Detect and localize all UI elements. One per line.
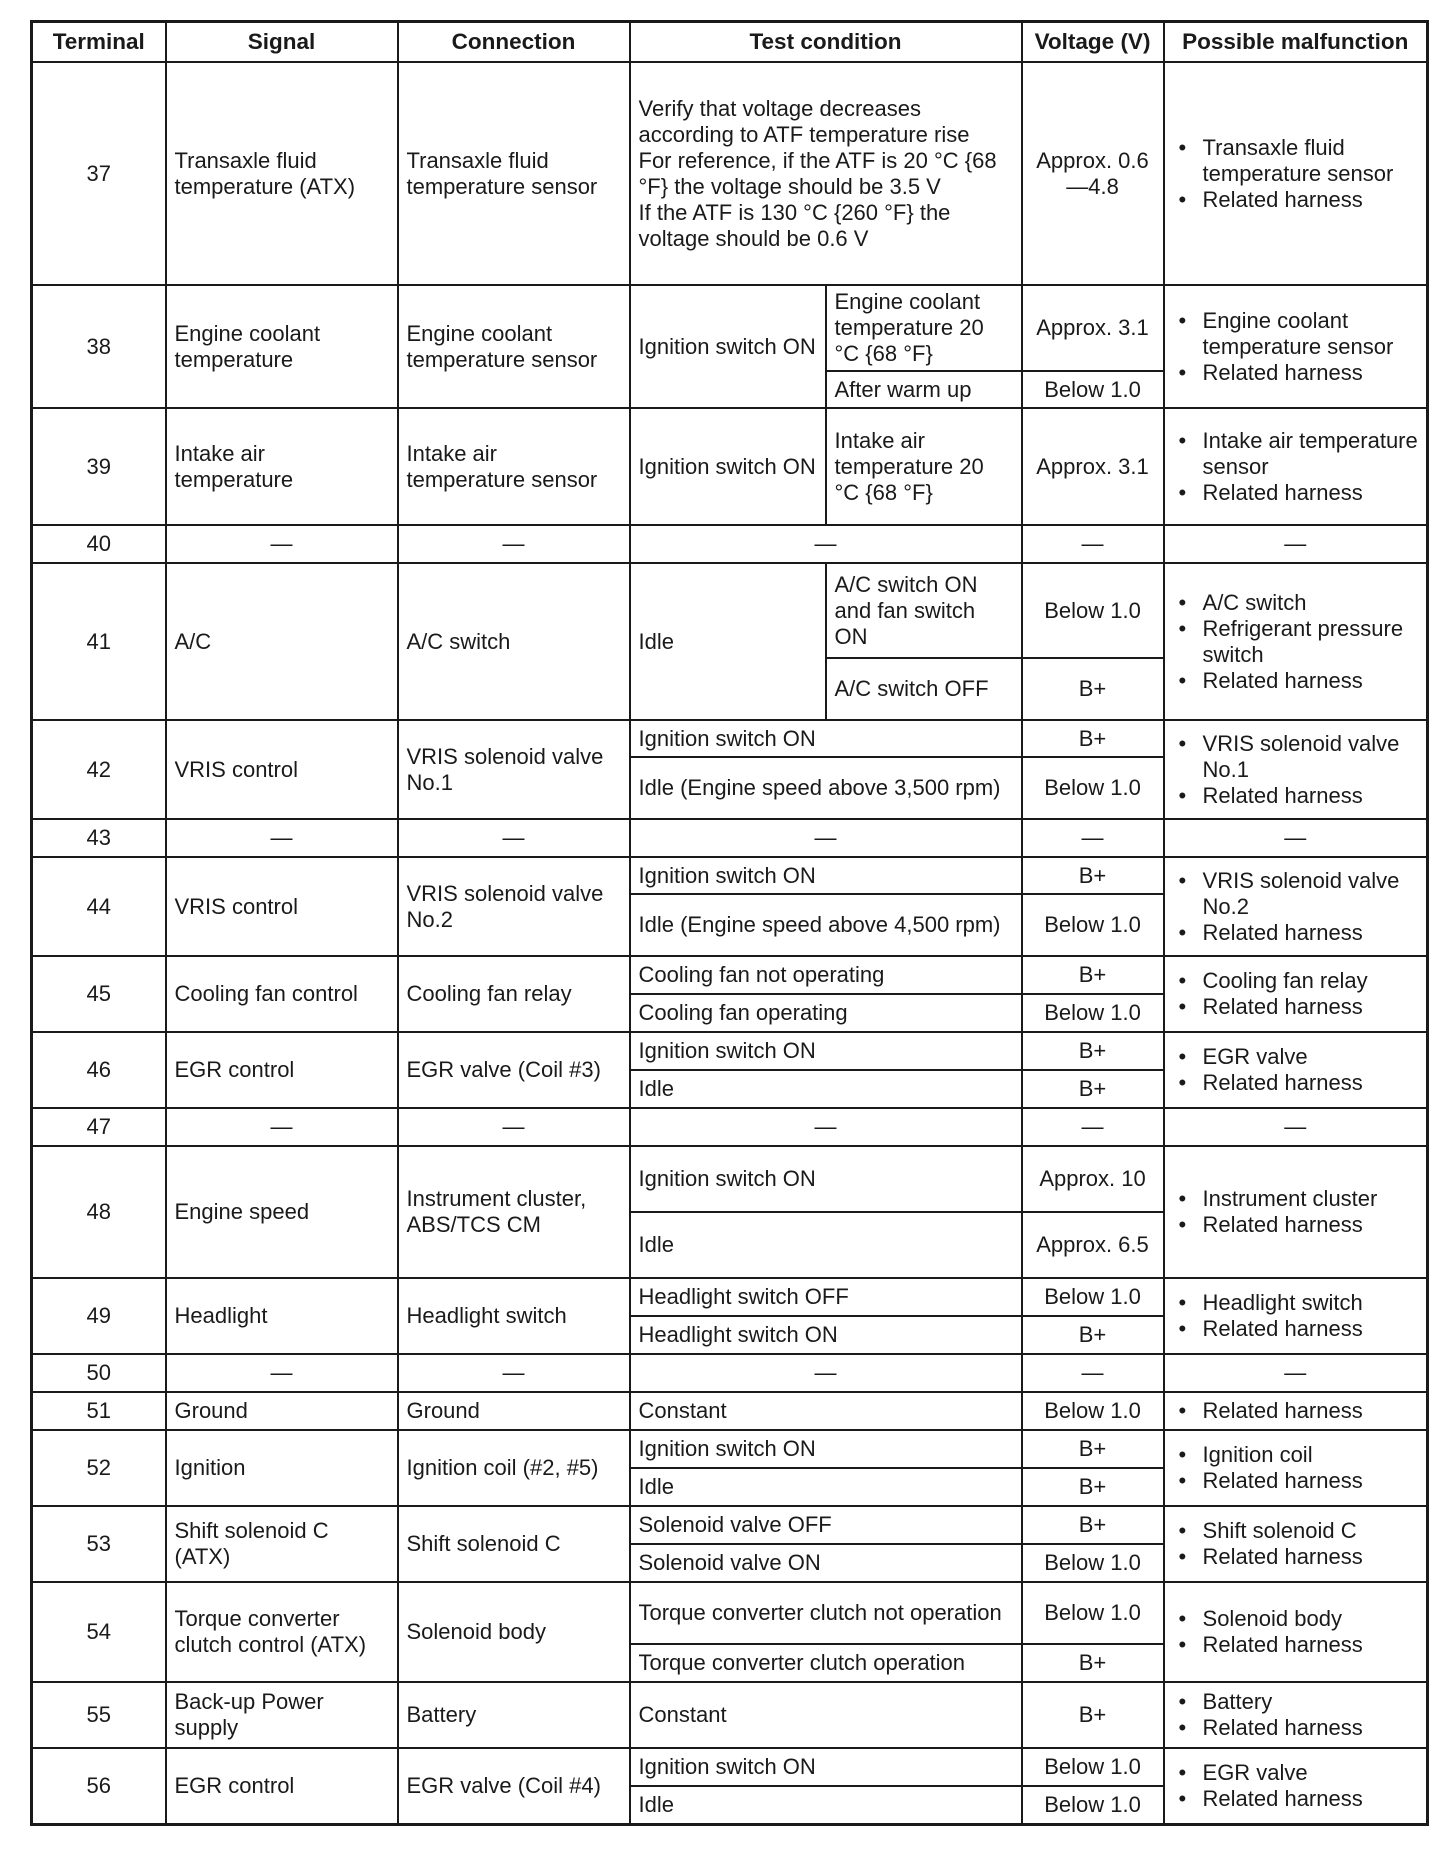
test-condition-cell: Headlight switch ON [630,1316,1022,1354]
malfunction-item: • Related harness [1173,783,1419,809]
test-condition-cell: Ignition switch ON [630,1032,1022,1070]
header-test-condition: Test condition [630,22,1022,63]
connection-cell: Cooling fan relay [398,956,630,1032]
table-row [32,1430,1428,1468]
table-row [32,525,1428,563]
terminal-cell: 51 [32,1392,166,1430]
table-row [32,819,1428,857]
malfunction-item: • Related harness [1173,994,1419,1020]
terminal-cell: 38 [32,285,166,408]
malfunction-item: • Related harness [1173,480,1419,506]
malfunction-item: • Ignition coil [1173,1442,1419,1468]
header-malfunction: Possible malfunction [1164,22,1428,63]
connection-cell: Shift solenoid C [398,1506,630,1582]
malfunction-cell [1164,1146,1428,1278]
test-condition-cell: Idle [630,1786,1022,1824]
malfunction-item: • EGR valve [1173,1044,1419,1070]
malfunction-item: • Engine coolant temperature sensor [1173,308,1419,360]
table-row [32,1682,1428,1748]
dash-cell: — [398,525,630,563]
table-row [32,408,1428,525]
test-condition-cell: Idle [630,1070,1022,1108]
table-row [32,285,1428,371]
malfunction-item: • Related harness [1173,1316,1419,1342]
malfunction-cell [1164,563,1428,720]
terminal-cell: 50 [32,1354,166,1392]
connection-cell: VRIS solenoid valve No.1 [398,720,630,819]
test-condition-cell: Ignition switch ON [630,1748,1022,1786]
malfunction-cell [1164,1582,1428,1682]
table-row [32,1748,1428,1786]
malfunction-item: • Related harness [1173,1212,1419,1238]
malfunction-item: • Related harness [1173,1715,1419,1741]
sub-condition-cell: Engine coolant temperature 20 °C {68 °F} [826,285,1022,371]
dash-cell: — [398,1108,630,1146]
malfunction-cell [1164,1748,1428,1824]
malfunction-cell [1164,857,1428,956]
malfunction-cell [1164,62,1428,285]
table-row [32,62,1428,285]
table-row [32,956,1428,994]
signal-cell: Engine speed [166,1146,398,1278]
dash-cell: — [1164,819,1428,857]
connection-cell: Ignition coil (#2, #5) [398,1430,630,1506]
terminal-voltage-table-page [30,20,1426,1826]
voltage-cell: Below 1.0 [1022,1582,1164,1644]
test-condition-cell [630,62,1022,285]
terminal-cell: 42 [32,720,166,819]
test-condition-cell: Ignition switch ON [630,285,826,408]
test-condition-cell: Ignition switch ON [630,1146,1022,1212]
signal-cell: VRIS control [166,720,398,819]
malfunction-item: • Intake air temperature sensor [1173,428,1419,480]
malfunction-item: • A/C switch [1173,590,1419,616]
header-terminal: Terminal [32,22,166,63]
test-condition-cell: Solenoid valve ON [630,1544,1022,1582]
terminal-cell: 41 [32,563,166,720]
dash-cell: — [166,1108,398,1146]
test-condition-cell: Idle (Engine speed above 4,500 rpm) [630,894,1022,956]
signal-cell: Back-up Power supply [166,1682,398,1748]
signal-cell: Shift solenoid C (ATX) [166,1506,398,1582]
terminal-cell: 40 [32,525,166,563]
malfunction-item: • Related harness [1173,1468,1419,1494]
voltage-cell: Below 1.0 [1022,1786,1164,1824]
table-row [32,563,1428,658]
malfunction-cell [1164,956,1428,1032]
table-row [32,1146,1428,1212]
malfunction-item: • Battery [1173,1689,1419,1715]
connection-cell: EGR valve (Coil #4) [398,1748,630,1824]
malfunction-item: • Transaxle fluid temperature sensor [1173,135,1419,187]
table-row [32,1354,1428,1392]
voltage-cell: Approx. 3.1 [1022,408,1164,525]
malfunction-item: • Instrument cluster [1173,1186,1419,1212]
terminal-cell: 53 [32,1506,166,1582]
malfunction-item: • Related harness [1173,1070,1419,1096]
dash-cell: — [630,1354,1022,1392]
voltage-cell: Below 1.0 [1022,1748,1164,1786]
dash-cell: — [1022,1354,1164,1392]
sub-condition-cell: A/C switch OFF [826,658,1022,720]
connection-cell: Intake air temperature sensor [398,408,630,525]
sub-condition-cell: After warm up [826,371,1022,408]
malfunction-item: • Refrigerant pressure switch [1173,616,1419,668]
voltage-cell: Below 1.0 [1022,371,1164,408]
test-condition-cell: Idle [630,1468,1022,1506]
terminal-cell: 49 [32,1278,166,1354]
terminal-voltage-table [30,20,1429,1826]
signal-cell: EGR control [166,1748,398,1824]
connection-cell: Headlight switch [398,1278,630,1354]
malfunction-item: • EGR valve [1173,1760,1419,1786]
voltage-cell: Approx. 0.6—4.8 [1022,62,1164,285]
signal-cell: Ignition [166,1430,398,1506]
test-condition-cell: Torque converter clutch operation [630,1644,1022,1682]
voltage-cell: B+ [1022,1644,1164,1682]
dash-cell: — [166,819,398,857]
connection-cell: Solenoid body [398,1582,630,1682]
signal-cell: EGR control [166,1032,398,1108]
table-row [32,720,1428,757]
test-condition-cell: Ignition switch ON [630,857,1022,894]
dash-cell: — [630,819,1022,857]
malfunction-item: • Cooling fan relay [1173,968,1419,994]
terminal-cell: 45 [32,956,166,1032]
dash-cell: — [630,1108,1022,1146]
voltage-cell: Below 1.0 [1022,757,1164,819]
signal-cell: VRIS control [166,857,398,956]
voltage-cell: Below 1.0 [1022,1278,1164,1316]
test-condition-cell: Ignition switch ON [630,720,1022,757]
malfunction-cell [1164,1506,1428,1582]
test-condition-cell: Cooling fan operating [630,994,1022,1032]
test-condition-cell: Constant [630,1682,1022,1748]
signal-cell: Engine coolant temperature [166,285,398,408]
voltage-cell: B+ [1022,1468,1164,1506]
dash-cell: — [630,525,1022,563]
test-condition-cell: Torque converter clutch not operation [630,1582,1022,1644]
header-row [32,22,1428,63]
table-row [32,1108,1428,1146]
malfunction-cell [1164,285,1428,408]
test-condition-cell: Idle (Engine speed above 3,500 rpm) [630,757,1022,819]
voltage-cell: B+ [1022,1070,1164,1108]
dash-cell: — [1022,1108,1164,1146]
voltage-cell: Approx. 6.5 [1022,1212,1164,1278]
terminal-cell: 44 [32,857,166,956]
table-row [32,1506,1428,1544]
voltage-cell: B+ [1022,1430,1164,1468]
test-condition-cell: Idle [630,563,826,720]
connection-cell: Transaxle fluid temperature sensor [398,62,630,285]
connection-cell: VRIS solenoid valve No.2 [398,857,630,956]
malfunction-item: • Related harness [1173,1544,1419,1570]
table-row [32,1032,1428,1070]
voltage-cell: Approx. 3.1 [1022,285,1164,371]
malfunction-cell [1164,1392,1428,1430]
test-condition-cell: Ignition switch ON [630,408,826,525]
sub-condition-cell: A/C switch ON and fan switch ON [826,563,1022,658]
dash-cell: — [1164,1354,1428,1392]
terminal-cell: 48 [32,1146,166,1278]
test-condition-cell: Idle [630,1212,1022,1278]
malfunction-cell [1164,1682,1428,1748]
malfunction-item: • Related harness [1173,187,1419,213]
malfunction-cell [1164,1430,1428,1506]
test-condition-cell: Solenoid valve OFF [630,1506,1022,1544]
dash-cell: — [1164,1108,1428,1146]
connection-cell: Instrument cluster, ABS/TCS CM [398,1146,630,1278]
connection-cell: Engine coolant temperature sensor [398,285,630,408]
terminal-cell: 54 [32,1582,166,1682]
voltage-cell: Below 1.0 [1022,894,1164,956]
voltage-cell: B+ [1022,1032,1164,1070]
dash-cell: — [166,1354,398,1392]
voltage-cell: Below 1.0 [1022,1392,1164,1430]
sub-condition-cell: Intake air temperature 20 °C {68 °F} [826,408,1022,525]
malfunction-cell [1164,720,1428,819]
table-row [32,857,1428,894]
header-voltage: Voltage (V) [1022,22,1164,63]
voltage-cell: B+ [1022,658,1164,720]
table-row [32,1278,1428,1316]
malfunction-cell [1164,408,1428,525]
connection-cell: Battery [398,1682,630,1748]
terminal-cell: 46 [32,1032,166,1108]
voltage-cell: B+ [1022,720,1164,757]
malfunction-cell [1164,1278,1428,1354]
test-condition-cell: Headlight switch OFF [630,1278,1022,1316]
malfunction-item: • Related harness [1173,360,1419,386]
voltage-cell: B+ [1022,1316,1164,1354]
connection-cell: A/C switch [398,563,630,720]
voltage-cell: B+ [1022,956,1164,994]
table-row [32,1582,1428,1644]
terminal-cell: 43 [32,819,166,857]
dash-cell: — [398,819,630,857]
voltage-cell: Below 1.0 [1022,563,1164,658]
malfunction-item: • VRIS solenoid valve No.2 [1173,868,1419,920]
signal-cell: Transaxle fluid temperature (ATX) [166,62,398,285]
header-connection: Connection [398,22,630,63]
condition-line: For reference, if the ATF is 20 °C {68 °F} the voltage should be 3.5 V [638,147,997,199]
signal-cell: Cooling fan control [166,956,398,1032]
test-condition-cell: Cooling fan not operating [630,956,1022,994]
signal-cell: Torque converter clutch control (ATX) [166,1582,398,1682]
malfunction-item: • Related harness [1173,668,1419,694]
voltage-cell: B+ [1022,1682,1164,1748]
voltage-cell: Below 1.0 [1022,994,1164,1032]
malfunction-item: • Related harness [1173,920,1419,946]
signal-cell: A/C [166,563,398,720]
connection-cell: Ground [398,1392,630,1430]
test-condition-cell: Ignition switch ON [630,1430,1022,1468]
voltage-cell: Below 1.0 [1022,1544,1164,1582]
condition-line: If the ATF is 130 °C {260 °F} the voltage should be 0.6 V [638,199,951,251]
dash-cell: — [1022,819,1164,857]
dash-cell: — [1164,525,1428,563]
terminal-cell: 37 [32,62,166,285]
malfunction-item: • Related harness [1173,1632,1419,1658]
dash-cell: — [166,525,398,563]
malfunction-item: • Related harness [1173,1786,1419,1812]
signal-cell: Ground [166,1392,398,1430]
signal-cell: Headlight [166,1278,398,1354]
terminal-cell: 39 [32,408,166,525]
signal-cell: Intake air temperature [166,408,398,525]
terminal-cell: 47 [32,1108,166,1146]
terminal-cell: 56 [32,1748,166,1824]
malfunction-item: • Solenoid body [1173,1606,1419,1632]
dash-cell: — [1022,525,1164,563]
condition-line: Verify that voltage decreases according to ATF temperature rise [638,95,970,147]
terminal-cell: 52 [32,1430,166,1506]
voltage-cell: B+ [1022,1506,1164,1544]
malfunction-cell [1164,1032,1428,1108]
malfunction-item: • Related harness [1173,1398,1419,1424]
test-condition-cell: Constant [630,1392,1022,1430]
table-row [32,1392,1428,1430]
header-signal: Signal [166,22,398,63]
connection-cell: EGR valve (Coil #3) [398,1032,630,1108]
dash-cell: — [398,1354,630,1392]
malfunction-item: • Shift solenoid C [1173,1518,1419,1544]
malfunction-item: • VRIS solenoid valve No.1 [1173,731,1419,783]
terminal-cell: 55 [32,1682,166,1748]
malfunction-item: • Headlight switch [1173,1290,1419,1316]
voltage-cell: B+ [1022,857,1164,894]
voltage-cell: Approx. 10 [1022,1146,1164,1212]
